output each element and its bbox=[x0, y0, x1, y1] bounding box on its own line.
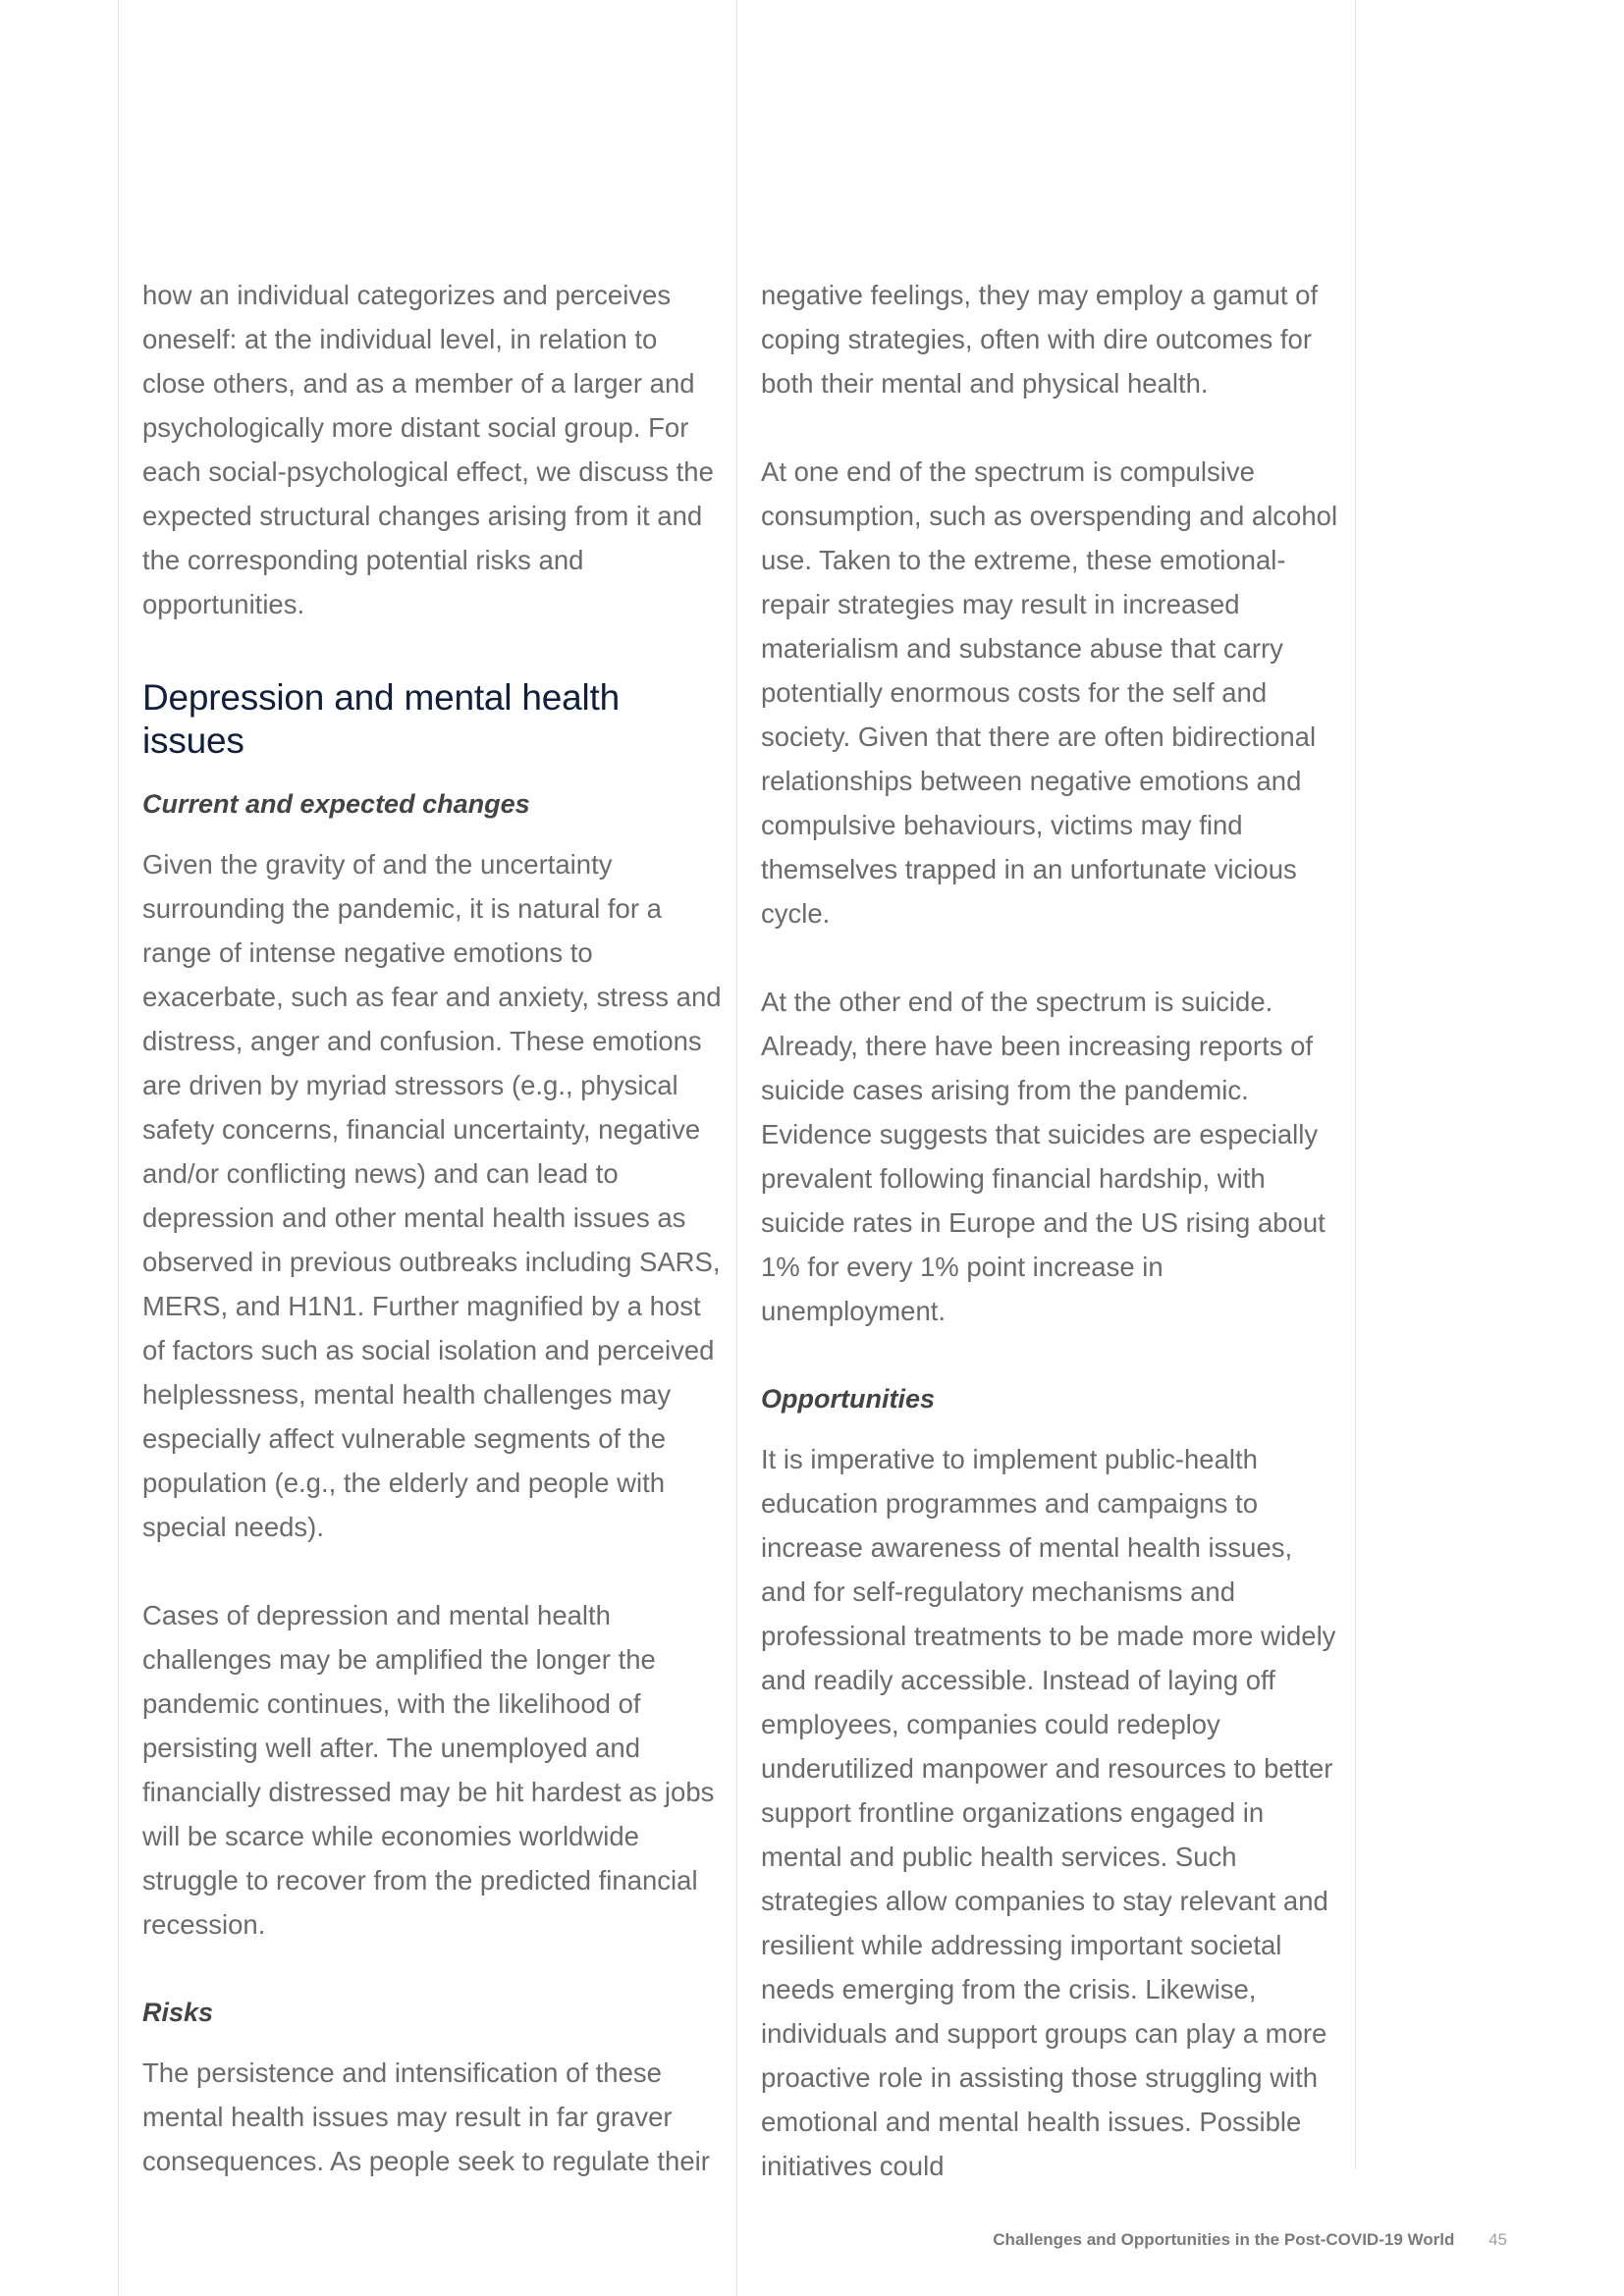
risks-paragraph-3: At the other end of the spectrum is suicide. Already, there have been increasing reports of suicide cases arising from the pandemic. Evidence suggests that suicides are especially prevalent following financial hardship, with suicide rates in Europe and the US rising about 1% for every 1% point increase in unemployment. bbox=[761, 987, 1326, 1326]
opportunities-heading: Opportunities bbox=[761, 1384, 935, 1414]
column-rule-left bbox=[118, 0, 119, 2296]
risks-heading: Risks bbox=[142, 1998, 214, 2027]
risks-paragraph-1: The persistence and intensification of these mental health issues may result in far graver consequences. As people seek to regulate their bbox=[142, 2057, 710, 2176]
intro-paragraph: how an individual categorizes and perceives oneself: at the individual level, in relation to close others, and as a member of a larger and psychologically more distant social group. For each social-psychological effect, we discuss the expected structural changes arising from it and the corresponding potential risks and opportunities. bbox=[142, 280, 714, 619]
column-rule-right bbox=[1355, 0, 1356, 2169]
opportunities-paragraph-1: It is imperative to implement public-health education programmes and campaigns to increase awareness of mental health issues, and for self-regulatory mechanisms and professional treatments to be made more widely and readily accessible. Instead of laying off employees, companies could redeploy underutilized manpower and resources to better support frontline organizations engaged in mental and public health services. Such strategies allow companies to stay relevant and resilient while addressing important societal needs emerging from the crisis. Likewise, individuals and support groups can play a more proactive role in assisting those struggling with emotional and mental health issues. Possible initiatives could bbox=[761, 1444, 1336, 2181]
risks-paragraph-1-continued: negative feelings, they may employ a gamut of coping strategies, often with dire outcomes for both their mental and physical health. bbox=[761, 280, 1319, 399]
current-changes-paragraph-1: Given the gravity of and the uncertainty surrounding the pandemic, it is natural for a range of intense negative emotions to exacerbate, such as fear and anxiety, stress and distress, anger and confusion. These emotions are driven by myriad stressors (e.g., physical safety concerns, financial uncertainty, negative and/or conflicting news) and can lead to depression and other mental health issues as observed in previous outbreaks including SARS, MERS, and H1N1. Further magnified by a host of factors such as social isolation and perceived helplessness, mental health challenges may especially affect vulnerable segments of the population (e.g., the elderly and people with special needs). bbox=[142, 849, 722, 1542]
current-changes-paragraph-2: Cases of depression and mental health challenges may be amplified the longer the pandemic continues, with the likelihood of persisting well after. The unemployed and financially distressed may be hit hardest as jobs will be scarce while economies worldwide struggle to recover from the predicted financial recession. bbox=[142, 1600, 715, 1940]
left-column bbox=[142, 273, 722, 2183]
risks-paragraph-2: At one end of the spectrum is compulsive consumption, such as overspending and alcohol use. Taken to the extreme, these emotional-repair strategies may result in increased materialism and substance abuse that carry potentially enormous costs for the self and society. Given that there are often bidirectional relationships between negative emotions and compulsive behaviours, victims may find themselves trapped in an unfortunate vicious cycle. bbox=[761, 456, 1338, 929]
current-changes-heading: Current and expected changes bbox=[142, 789, 530, 819]
footer-title: Challenges and Opportunities in the Post-COVID-19 World bbox=[993, 2230, 1455, 2249]
page-footer bbox=[0, 2230, 1507, 2250]
column-rule-center bbox=[736, 0, 737, 2296]
section-heading: Depression and mental health issues bbox=[142, 677, 620, 761]
right-column bbox=[761, 273, 1340, 2188]
page-number: 45 bbox=[1489, 2230, 1507, 2249]
